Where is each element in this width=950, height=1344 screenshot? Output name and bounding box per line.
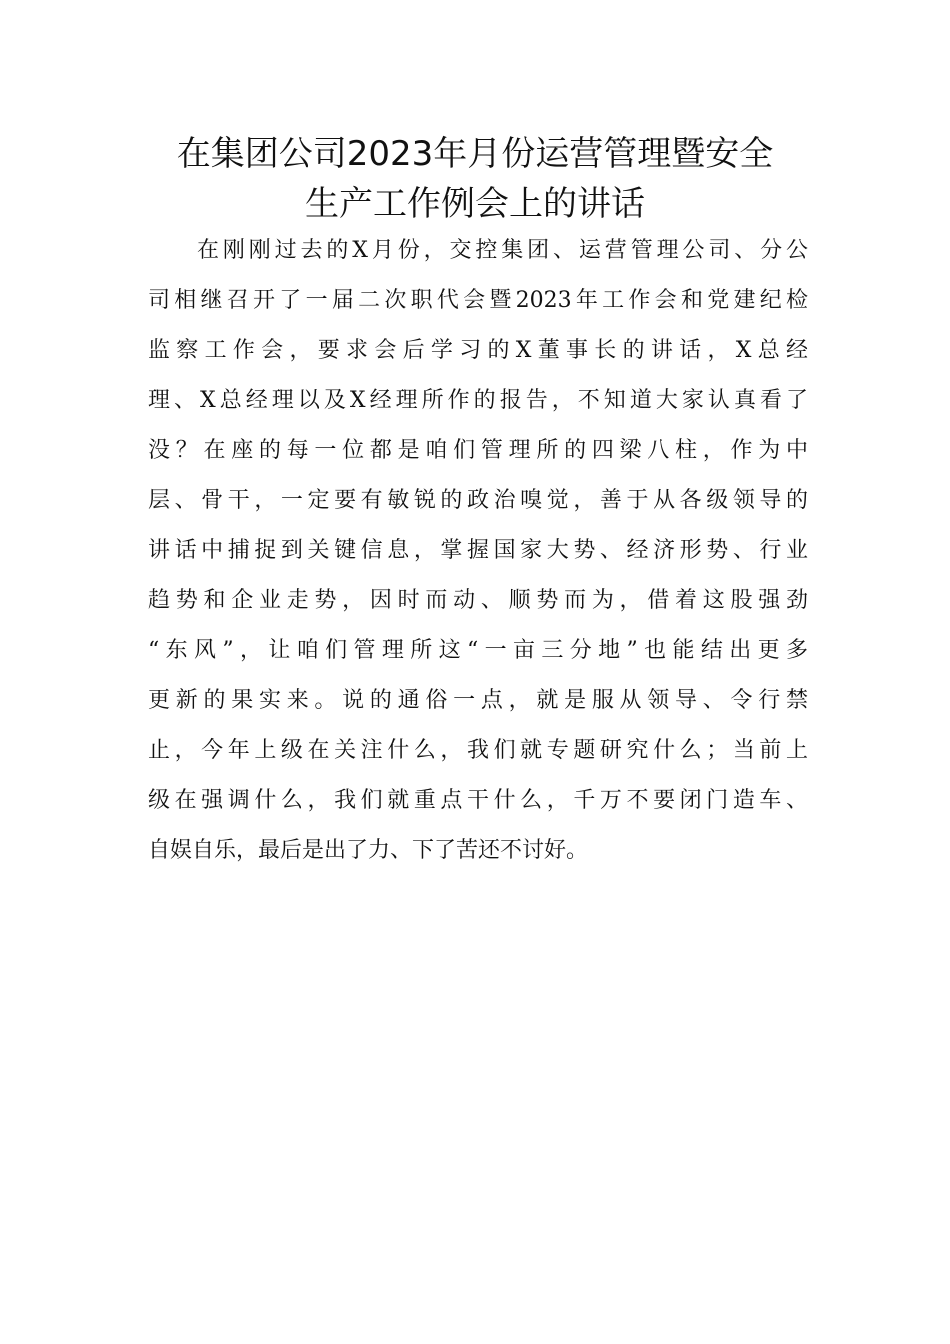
- document-title-line-1: 在集团公司2023年月份运营管理暨安全: [176, 134, 774, 174]
- body-text-line: 在刚刚过去的X月份，交控集团、运营管理公司、分公: [197, 238, 808, 263]
- document-title-line-2: 生产工作例会上的讲话: [305, 184, 645, 224]
- body-text-line: “东风”，让咱们管理所这“一亩三分地”也能结出更多: [148, 638, 808, 663]
- body-text-line: 自娱自乐，最后是出了力、下了苦还不讨好。: [148, 838, 589, 863]
- body-text-line: 司相继召开了一届二次职代会暨2023年工作会和党建纪检: [148, 288, 808, 313]
- body-text-line: 监察工作会，要求会后学习的X董事长的讲话，X总经: [148, 338, 808, 363]
- body-text-line: 讲话中捕捉到关键信息，掌握国家大势、经济形势、行业: [148, 538, 808, 563]
- body-text-line: 更新的果实来。说的通俗一点，就是服从领导、令行禁: [148, 688, 808, 713]
- body-text-line: 层、骨干，一定要有敏锐的政治嗅觉，善于从各级领导的: [148, 488, 808, 513]
- body-text-line: 止，今年上级在关注什么，我们就专题研究什么；当前上: [148, 738, 808, 763]
- body-text-line: 理、X总经理以及X经理所作的报告，不知道大家认真看了: [148, 388, 808, 413]
- body-text-line: 没？在座的每一位都是咱们管理所的四梁八柱，作为中: [148, 438, 808, 463]
- body-text-line: 趋势和企业走势，因时而动、顺势而为，借着这股强劲: [148, 588, 808, 613]
- body-text-line: 级在强调什么，我们就重点干什么，千万不要闭门造车、: [148, 788, 808, 813]
